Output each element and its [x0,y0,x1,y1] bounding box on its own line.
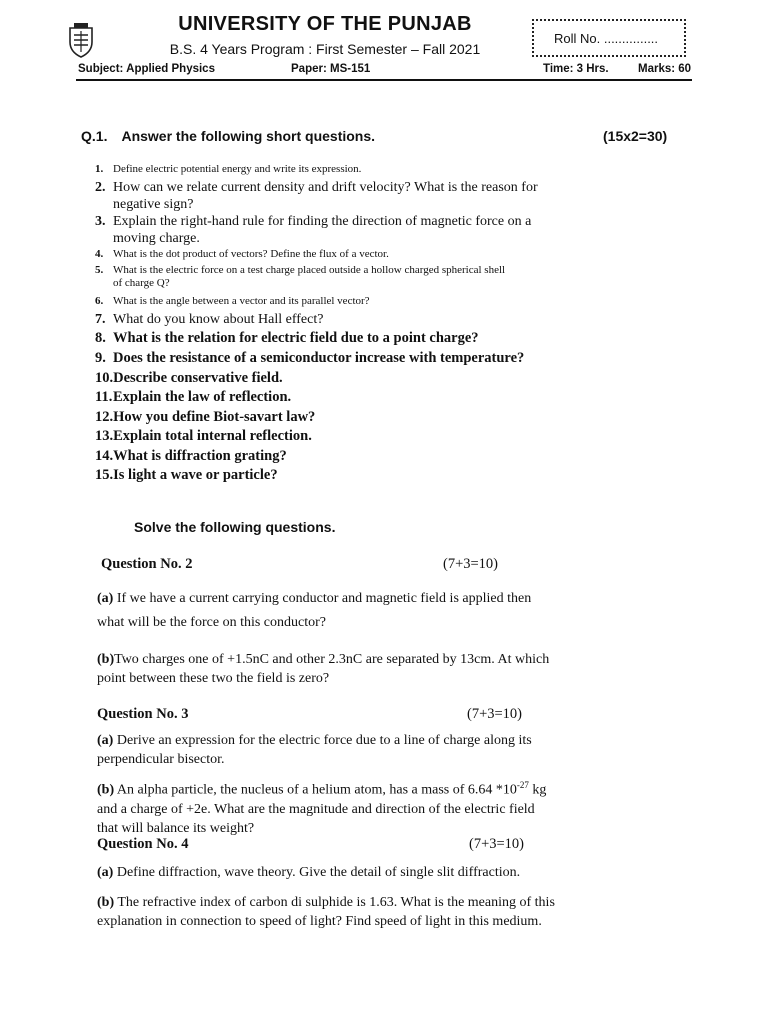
university-crest-logo [66,22,96,58]
short-question [95,213,575,247]
question-number: 11. [95,389,113,405]
short-question [95,311,575,328]
short-question [95,370,575,387]
short-question [95,409,575,426]
part-text: The refractive index of carbon di sulphide is 1.63. What is the meaning of this explanation in connection to speed of light? Find speed of light in this medium. [97,895,555,929]
program-title: B.S. 4 Years Program : First Semester – Fall 2021 [169,41,481,57]
exam-time: Time: 3 Hrs. [543,63,609,75]
question-text: How can we relate current density and drift velocity? What is the reason for [113,180,538,195]
short-question [95,467,575,484]
question-text: What is the relation for electric field due to a point charge? [113,330,479,346]
question-number: 5. [95,264,104,276]
part-label: (b) [97,652,115,667]
short-question [95,248,575,261]
part-label: (b) [97,895,115,910]
short-question [95,389,575,406]
part-label: (b) [97,782,115,798]
q2-marks: (7+3=10) [443,556,499,572]
subject-label: Subject: Applied Physics [78,63,215,75]
question-number: 12. [95,409,114,425]
paper-code: Paper: MS-151 [291,63,371,75]
short-question [95,179,575,213]
part-text: Define diffraction, wave theory. Give the detail of single slit diffraction. [116,865,521,880]
roll-number-box [532,19,686,57]
part-label: (a) [97,865,114,880]
question-number: 10. [95,370,114,386]
question-text: Is light a wave or particle? [113,467,278,483]
question-text: What is the angle between a vector and its parallel vector? [113,295,370,307]
part-text-continued: kg and a charge of +2e. What are the magnitude and direction of the electric field that will balance its weight? [97,782,547,836]
question-text: Define electric potential energy and write its expression. [113,163,362,175]
question-text-continued: moving charge. [113,231,200,246]
short-question [95,448,575,465]
q3-marks: (7+3=10) [467,706,523,722]
part-text: If we have a current carrying conductor and magnetic field is applied then what will be the force on this conductor? [97,591,532,630]
question-text: What is diffraction grating? [113,448,287,464]
question-text: Explain the law of reflection. [113,389,292,405]
question-number: 8. [95,330,106,346]
header-divider [76,79,692,81]
part-label: (a) [97,591,114,606]
roll-number-label: Roll No. ............... [554,31,659,46]
q4-title: Question No. 4 [97,836,189,852]
q1-title: Answer the following short questions. [121,128,376,144]
question-text-continued: negative sign? [113,197,194,212]
exponent: -27 [516,780,529,790]
solve-heading: Solve the following questions. [134,519,336,535]
part-label: (a) [97,733,114,748]
q3-title: Question No. 3 [97,706,189,722]
question-text-continued: of charge Q? [113,277,170,289]
q3-part-b [97,776,557,838]
question-number: 13. [95,428,114,444]
q2-part-b [97,650,557,688]
question-number: 1. [95,163,104,175]
short-question [95,163,575,176]
question-number: 15. [95,467,114,483]
question-number: 7. [95,312,106,327]
short-question [95,330,575,347]
question-text: Explain total internal reflection. [113,428,312,444]
question-text: Explain the right-hand rule for finding the direction of magnetic force on a [113,214,532,229]
question-text: How you define Biot-savart law? [113,409,316,425]
q1-number: Q.1. [81,128,108,144]
question-text: What do you know about Hall effect? [113,312,324,327]
q1-marks: (15x2=30) [603,128,668,144]
part-text: An alpha particle, the nucleus of a helium atom, has a mass of 6.64 *10 [116,782,517,798]
question-text: Does the resistance of a semiconductor increase with temperature? [113,350,525,366]
question-number: 6. [95,295,104,307]
question-text: What is the dot product of vectors? Define the flux of a vector. [113,248,389,260]
part-text: Two charges one of +1.5nC and other 2.3nC are separated by 13cm. At which point between these two the field is zero? [97,652,550,686]
question-number: 3. [95,214,106,229]
q4-marks: (7+3=10) [469,836,525,852]
question-number: 2. [95,180,106,195]
q1-heading [81,128,375,144]
short-question [95,295,575,308]
question-text: What is the electric force on a test charge placed outside a hollow charged spherical shell [113,264,506,276]
q3-part-a [97,731,557,769]
part-text: Derive an expression for the electric force due to a line of charge along its perpendicular bisector. [97,733,532,767]
q4-part-a [97,863,577,882]
q2-title: Question No. 2 [101,556,193,572]
university-name: UNIVERSITY OF THE PUNJAB [178,13,472,35]
q2-part-a [97,587,557,635]
short-question [95,350,575,367]
question-number: 14. [95,448,114,464]
question-text: Describe conservative field. [113,370,283,386]
short-question [95,264,595,290]
q4-part-b [97,893,557,931]
short-question [95,428,575,445]
question-number: 4. [95,248,104,260]
total-marks: Marks: 60 [638,63,692,75]
question-number: 9. [95,350,106,366]
